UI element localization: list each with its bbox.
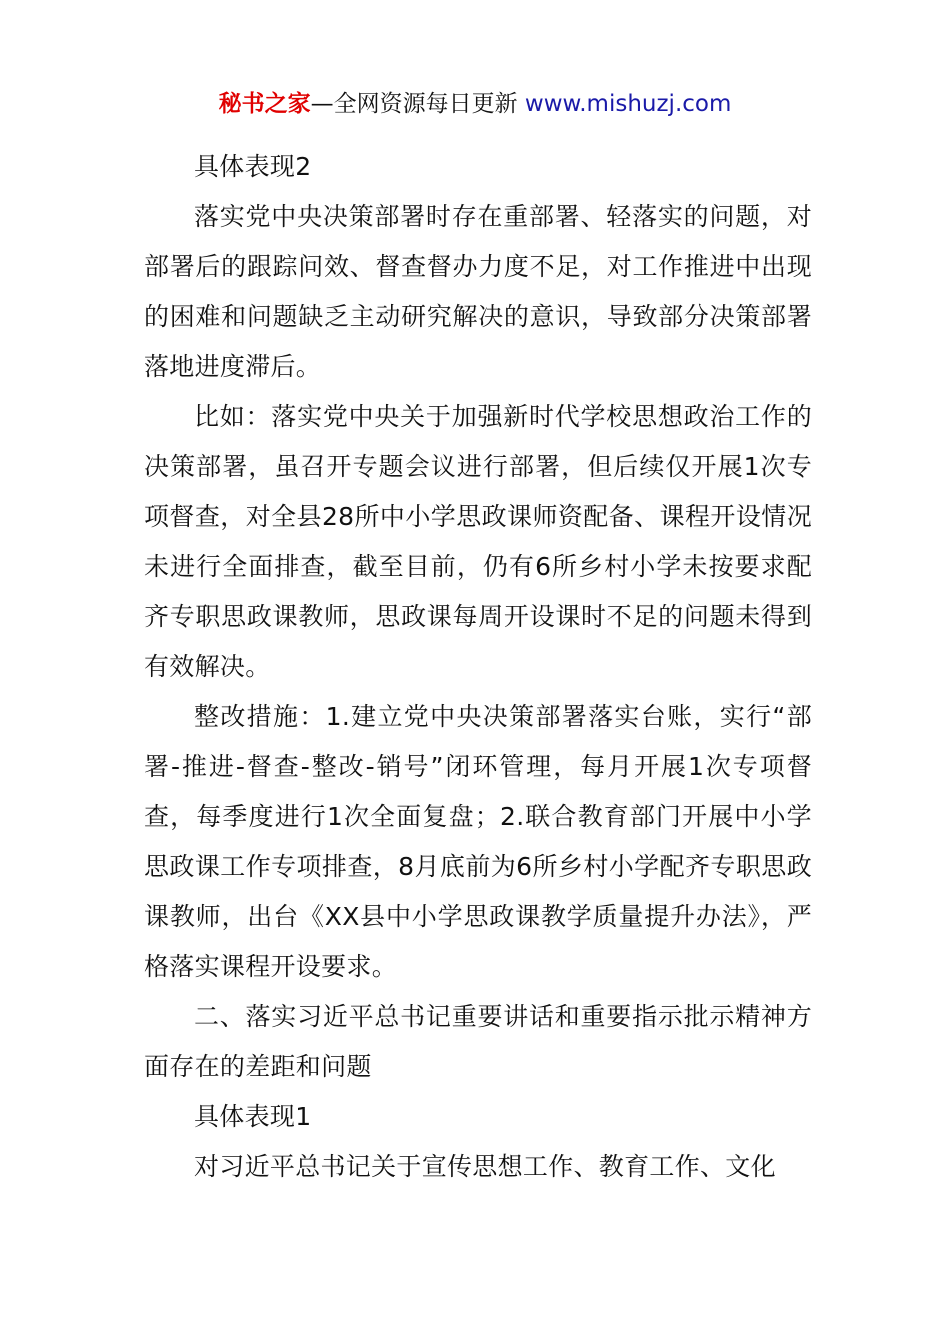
page-header — [0, 86, 950, 122]
section-heading-1: 具体表现1 — [194, 1102, 312, 1131]
section-heading-2: 具体表现2 — [194, 152, 312, 181]
problem-paragraph: 落实党中央决策部署时存在重部署、轻落实的问题，对部署后的跟踪问效、督查督办力度不足，对工作推进中出现的困难和问题缺乏主动研究解决的意识，导致部分决策部署落地进度滞后。 — [144, 202, 812, 381]
example-paragraph: 比如：落实党中央关于加强新时代学校思想政治工作的决策部署，虽召开专题会议进行部署，但后续仅开展1次专项督查，对全县28所中小学思政课师资配备、课程开设情况未进行全面排查，截至目前，仍有6所乡村小学未按要求配齐专职思政课教师，思政课每周开设课时不足的问题未得到有效解决。 — [144, 402, 812, 681]
document-body — [144, 142, 812, 1192]
site-url-link[interactable]: www.mishuzj.com — [524, 91, 732, 117]
continuation-paragraph: 对习近平总书记关于宣传思想工作、教育工作、文化 — [194, 1152, 776, 1181]
section-title-2: 二、落实习近平总书记重要讲话和重要指示批示精神方面存在的差距和问题 — [144, 1002, 812, 1081]
site-slogan: —全网资源每日更新 — [310, 91, 518, 117]
site-brand: 秘书之家 — [218, 91, 311, 117]
rectification-paragraph: 整改措施：1.建立党中央决策部署落实台账，实行“部署-推进-督查-整改-销号”闭环管理，每月开展1次专项督查，每季度进行1次全面复盘；2.联合教育部门开展中小学思政课工作专项排查，8月底前为6所乡村小学配齐专职思政课教师，出台《XX县中小学思政课教学质量提升办法》，严格落实课程开设要求。 — [144, 702, 812, 981]
